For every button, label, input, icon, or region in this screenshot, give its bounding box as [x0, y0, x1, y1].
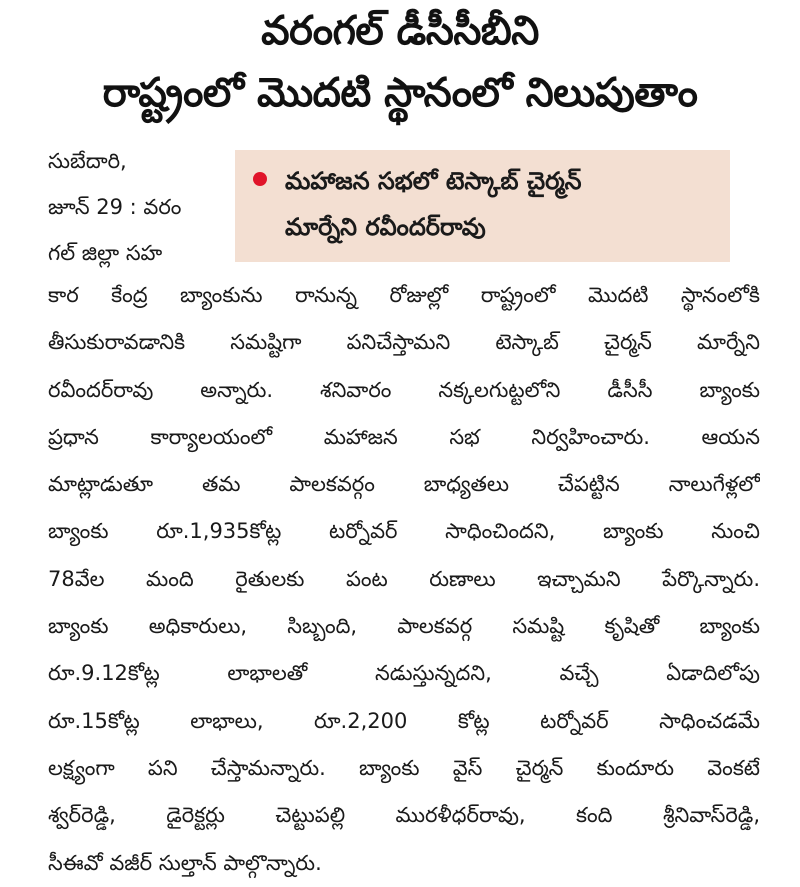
subheading-text — [285, 158, 582, 250]
article-line: తీసుకురావడానికి సమష్టిగా పనిచేస్తామని టెస్కాబ్ చైర్మన్ మార్నేని — [48, 330, 760, 355]
article-body — [48, 272, 760, 887]
subheading-line: మార్నేని రవీందర్‌రావు — [285, 213, 486, 241]
headline-line-2: రాష్ట్రంలో మొదటి స్థానంలో నిలుపుతాం — [102, 70, 698, 116]
article-line: మాట్లాడుతూ తమ పాలకవర్గం బాధ్యతలు చేపట్టిన నాలుగేళ్లలో — [48, 472, 760, 497]
article-line: రూ.9.12కోట్ల లాభాలతో నడుస్తున్నదని, వచ్చే ఏడాదిలోపు — [48, 661, 760, 686]
article-line: బ్యాంకు అధికారులు, సిబ్బంది, పాలకవర్గ సమష్టి కృషితో బ్యాంకు — [48, 614, 760, 639]
article-line: రూ.15కోట్ల లాభాలు, రూ.2,200 కోట్ల టర్నోవర్ సాధించడమే — [48, 708, 760, 733]
subheading-line: మహాజన సభలో టెస్కాబ్ చైర్మన్ — [285, 167, 582, 195]
dateline-line: సుబేదారి, — [48, 149, 127, 173]
article-line: 78వేల మంది రైతులకు పంట రుణాలు ఇచ్చామని పేర్కొన్నారు. — [48, 566, 760, 591]
headline-line-1: వరంగల్ డీసీసీబీని — [261, 8, 539, 54]
article-line: ప్రధాన కార్యాలయంలో మహాజన సభ నిర్వహించారు. ఆయన — [48, 424, 760, 449]
bullet-dot-icon — [253, 172, 267, 186]
article-line: శ్వర్‌రెడ్డి, డైరెక్టర్లు చెట్టుపల్లి మురళీధర్‌రావు, కంది శ్రీనివాస్‌రెడ్డి, — [48, 803, 760, 828]
article-line: రవీందర్‌రావు అన్నారు. శనివారం నక్కలగుట్టలోని డీసీసీ బ్యాంకు — [48, 377, 760, 402]
dateline-line: గల్ జిల్లా సహ — [48, 241, 163, 265]
article-line: సీఈవో వజీర్ సుల్తాన్ పాల్గొన్నారు. — [48, 850, 322, 875]
dateline-line: జూన్ 29 : వరం — [48, 195, 182, 219]
article-line: బ్యాంకు రూ.1,935కోట్ల టర్నోవర్ సాధించిందని, బ్యాంకు నుంచి — [48, 519, 760, 544]
article-line: కార కేంద్ర బ్యాంకును రానున్న రోజుల్లో రాష్ట్రంలో మొదటి స్థానంలోకి — [48, 283, 760, 307]
subheading-callout-box — [235, 150, 730, 262]
dateline — [48, 138, 228, 276]
article-line: లక్ష్యంగా పని చేస్తామన్నారు. బ్యాంకు వైస్ చైర్మన్ కుందూరు వెంకటే — [48, 755, 760, 780]
